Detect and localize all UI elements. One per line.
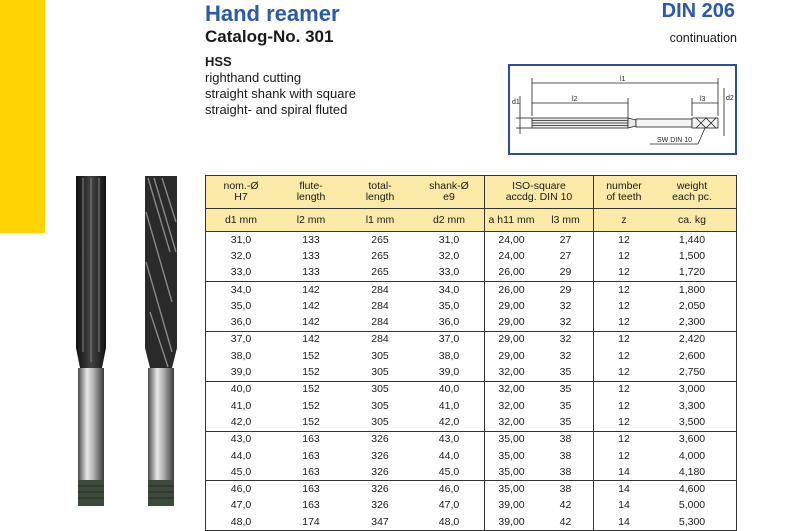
cell-flute-length: 152 bbox=[302, 415, 320, 428]
table-row bbox=[206, 348, 736, 364]
cell-nominal-diameter: 48,0 bbox=[230, 515, 252, 528]
cell-nominal-diameter: 37,0 bbox=[230, 333, 252, 346]
cell-nominal-diameter: 35,0 bbox=[230, 299, 252, 312]
cell-square-length: 38 bbox=[538, 448, 594, 464]
cell-shank-diameter: 39,0 bbox=[438, 366, 460, 379]
cell-nominal-diameter: 40,0 bbox=[230, 383, 252, 396]
din-standard: DIN 206 bbox=[661, 0, 735, 22]
cell-nominal-diameter: 39,0 bbox=[230, 366, 252, 379]
cell-square-length: 29 bbox=[538, 282, 594, 298]
continuation-label: continuation bbox=[669, 31, 737, 45]
unit-l2: l2 mm bbox=[296, 213, 326, 226]
cell-weight: 4,600 bbox=[678, 483, 706, 496]
feature-line: straight- and spiral fluted bbox=[205, 102, 348, 117]
cell-teeth: 12 bbox=[618, 249, 630, 262]
header-nominal-diameter: nom.-Ø H7 bbox=[223, 180, 259, 203]
table-header-row bbox=[206, 176, 736, 209]
cell-teeth: 12 bbox=[618, 449, 630, 462]
specifications-table bbox=[205, 175, 737, 531]
table-row bbox=[206, 265, 736, 281]
cell-flute-length: 142 bbox=[302, 333, 320, 346]
table-row-group bbox=[206, 332, 736, 382]
technical-drawing bbox=[508, 64, 737, 155]
table-row bbox=[206, 298, 736, 314]
table-row bbox=[206, 332, 736, 348]
cell-square-size: 39,00 bbox=[484, 498, 538, 514]
catalog-number: Catalog-No. 301 bbox=[205, 27, 334, 46]
unit-d2: d2 mm bbox=[432, 213, 466, 226]
table-body bbox=[206, 232, 736, 530]
cell-teeth: 12 bbox=[618, 433, 630, 446]
table-row bbox=[206, 382, 736, 398]
cell-flute-length: 142 bbox=[302, 316, 320, 329]
product-title: Hand reamer bbox=[205, 1, 340, 26]
table-row bbox=[206, 514, 736, 530]
cell-nominal-diameter: 38,0 bbox=[230, 349, 252, 362]
cell-weight: 3,000 bbox=[678, 383, 706, 396]
table-row-group bbox=[206, 481, 736, 530]
cell-flute-length: 163 bbox=[302, 449, 320, 462]
cell-weight: 5,300 bbox=[678, 515, 706, 528]
cell-teeth: 12 bbox=[618, 333, 630, 346]
straight-fluted-reamer-image bbox=[70, 172, 112, 510]
table-row bbox=[206, 448, 736, 464]
cell-square-length: 38 bbox=[538, 464, 594, 480]
cell-total-length: 326 bbox=[371, 483, 389, 496]
cell-square-length: 42 bbox=[538, 498, 594, 514]
table-row bbox=[206, 498, 736, 514]
cell-nominal-diameter: 42,0 bbox=[230, 415, 252, 428]
cell-nominal-diameter: 33,0 bbox=[230, 266, 252, 279]
cell-flute-length: 142 bbox=[302, 299, 320, 312]
header-flute-length: flute- length bbox=[296, 180, 326, 203]
cell-flute-length: 163 bbox=[302, 499, 320, 512]
cell-teeth: 12 bbox=[618, 233, 630, 246]
cell-flute-length: 152 bbox=[302, 383, 320, 396]
cell-weight: 5,000 bbox=[678, 499, 706, 512]
cell-flute-length: 133 bbox=[302, 249, 320, 262]
table-row bbox=[206, 282, 736, 298]
cell-nominal-diameter: 34,0 bbox=[230, 283, 252, 296]
cell-weight: 2,300 bbox=[678, 316, 706, 329]
cell-weight: 2,050 bbox=[678, 299, 706, 312]
cell-weight: 2,600 bbox=[678, 349, 706, 362]
cell-square-length: 38 bbox=[538, 432, 594, 448]
spiral-fluted-reamer-image bbox=[140, 172, 182, 510]
label-sw: SW DIN 10 bbox=[657, 137, 693, 144]
cell-total-length: 265 bbox=[371, 249, 389, 262]
cell-total-length: 326 bbox=[371, 433, 389, 446]
reamer-drawing-svg bbox=[510, 66, 735, 153]
table-row bbox=[206, 432, 736, 448]
cell-shank-diameter: 32,0 bbox=[438, 249, 460, 262]
cell-flute-length: 133 bbox=[302, 266, 320, 279]
cell-total-length: 326 bbox=[371, 499, 389, 512]
unit-z: z bbox=[621, 213, 627, 226]
cell-total-length: 305 bbox=[371, 349, 389, 362]
cell-square-length: 42 bbox=[538, 514, 594, 530]
cell-square-length: 38 bbox=[538, 481, 594, 497]
cell-weight: 4,000 bbox=[678, 449, 706, 462]
cell-total-length: 265 bbox=[371, 266, 389, 279]
cell-square-size: 29,00 bbox=[484, 298, 538, 314]
feature-line: righthand cutting bbox=[205, 70, 302, 85]
cell-shank-diameter: 41,0 bbox=[438, 399, 460, 412]
cell-weight: 3,600 bbox=[678, 433, 706, 446]
cell-total-length: 305 bbox=[371, 366, 389, 379]
cell-nominal-diameter: 46,0 bbox=[230, 483, 252, 496]
unit-l1: l1 mm bbox=[365, 213, 395, 226]
cell-weight: 2,420 bbox=[678, 333, 706, 346]
table-row bbox=[206, 248, 736, 264]
cell-teeth: 12 bbox=[618, 316, 630, 329]
cell-square-size: 35,00 bbox=[484, 464, 538, 480]
cell-total-length: 284 bbox=[371, 316, 389, 329]
cell-teeth: 14 bbox=[618, 465, 630, 478]
cell-teeth: 12 bbox=[618, 349, 630, 362]
cell-flute-length: 142 bbox=[302, 283, 320, 296]
cell-square-length: 32 bbox=[538, 348, 594, 364]
cell-total-length: 284 bbox=[371, 333, 389, 346]
header-total-length: total- length bbox=[365, 180, 395, 203]
cell-flute-length: 152 bbox=[302, 349, 320, 362]
cell-total-length: 326 bbox=[371, 465, 389, 478]
cell-shank-diameter: 40,0 bbox=[438, 383, 460, 396]
cell-square-size: 35,00 bbox=[484, 432, 538, 448]
cell-nominal-diameter: 43,0 bbox=[230, 433, 252, 446]
cell-square-size: 29,00 bbox=[484, 332, 538, 348]
cell-shank-diameter: 42,0 bbox=[438, 415, 460, 428]
cell-nominal-diameter: 47,0 bbox=[230, 499, 252, 512]
cell-square-size: 32,00 bbox=[484, 414, 538, 430]
label-d1: d1 bbox=[512, 99, 520, 106]
cell-square-length: 32 bbox=[538, 298, 594, 314]
cell-flute-length: 133 bbox=[302, 233, 320, 246]
cell-shank-diameter: 34,0 bbox=[438, 283, 460, 296]
header-weight: weight each pc. bbox=[672, 180, 712, 203]
cell-square-size: 24,00 bbox=[484, 248, 538, 264]
cell-teeth: 12 bbox=[618, 266, 630, 279]
cell-weight: 1,720 bbox=[678, 266, 706, 279]
cell-square-length: 32 bbox=[538, 332, 594, 348]
unit-d1: d1 mm bbox=[224, 213, 258, 226]
cell-weight: 3,500 bbox=[678, 415, 706, 428]
label-d2: d2 bbox=[726, 95, 734, 102]
cell-flute-length: 152 bbox=[302, 399, 320, 412]
cell-weight: 4,180 bbox=[678, 465, 706, 478]
cell-shank-diameter: 46,0 bbox=[438, 483, 460, 496]
table-row bbox=[206, 464, 736, 480]
label-l2: l2 bbox=[572, 96, 578, 103]
cell-weight: 1,440 bbox=[678, 233, 706, 246]
cell-nominal-diameter: 36,0 bbox=[230, 316, 252, 329]
cell-teeth: 12 bbox=[618, 399, 630, 412]
cell-teeth: 12 bbox=[618, 299, 630, 312]
cell-total-length: 265 bbox=[371, 233, 389, 246]
cell-flute-length: 163 bbox=[302, 483, 320, 496]
cell-nominal-diameter: 44,0 bbox=[230, 449, 252, 462]
cell-square-size: 29,00 bbox=[484, 314, 538, 330]
cell-teeth: 14 bbox=[618, 515, 630, 528]
cell-flute-length: 174 bbox=[302, 515, 320, 528]
cell-shank-diameter: 45,0 bbox=[438, 465, 460, 478]
cell-teeth: 14 bbox=[618, 483, 630, 496]
cell-nominal-diameter: 45,0 bbox=[230, 465, 252, 478]
cell-square-length: 35 bbox=[538, 398, 594, 414]
cell-teeth: 12 bbox=[618, 383, 630, 396]
cell-square-size: 35,00 bbox=[484, 448, 538, 464]
cell-shank-diameter: 47,0 bbox=[438, 499, 460, 512]
cell-square-length: 35 bbox=[538, 414, 594, 430]
cell-shank-diameter: 37,0 bbox=[438, 333, 460, 346]
table-row bbox=[206, 364, 736, 380]
cell-flute-length: 163 bbox=[302, 465, 320, 478]
cell-weight: 3,300 bbox=[678, 399, 706, 412]
cell-weight: 1,800 bbox=[678, 283, 706, 296]
cell-square-length: 27 bbox=[538, 248, 594, 264]
cell-square-size: 32,00 bbox=[484, 364, 538, 380]
table-row bbox=[206, 232, 736, 248]
table-row bbox=[206, 314, 736, 330]
cell-total-length: 347 bbox=[371, 515, 389, 528]
cell-flute-length: 152 bbox=[302, 366, 320, 379]
cell-total-length: 305 bbox=[371, 383, 389, 396]
cell-flute-length: 163 bbox=[302, 433, 320, 446]
material-label: HSS bbox=[205, 54, 232, 69]
table-row bbox=[206, 398, 736, 414]
cell-teeth: 12 bbox=[618, 283, 630, 296]
cell-square-length: 35 bbox=[538, 382, 594, 398]
cell-square-length: 35 bbox=[538, 364, 594, 380]
unit-weight: ca. kg bbox=[677, 213, 706, 226]
header-iso-square: ISO-square accdg. DIN 10 bbox=[484, 176, 594, 208]
table-units-row bbox=[206, 209, 736, 232]
cell-shank-diameter: 48,0 bbox=[438, 515, 460, 528]
cell-total-length: 326 bbox=[371, 449, 389, 462]
cell-shank-diameter: 33,0 bbox=[438, 266, 460, 279]
cell-total-length: 284 bbox=[371, 283, 389, 296]
table-row bbox=[206, 414, 736, 430]
label-l3: l3 bbox=[700, 96, 706, 103]
header-number-of-teeth: number of teeth bbox=[606, 180, 642, 203]
cell-shank-diameter: 35,0 bbox=[438, 299, 460, 312]
table-row-group bbox=[206, 432, 736, 482]
cell-shank-diameter: 43,0 bbox=[438, 433, 460, 446]
cell-nominal-diameter: 31,0 bbox=[230, 233, 252, 246]
cell-square-size: 26,00 bbox=[484, 282, 538, 298]
cell-square-size: 29,00 bbox=[484, 348, 538, 364]
label-l1: l1 bbox=[620, 76, 626, 83]
cell-nominal-diameter: 32,0 bbox=[230, 249, 252, 262]
cell-total-length: 305 bbox=[371, 399, 389, 412]
feature-line: straight shank with square bbox=[205, 86, 357, 101]
cell-shank-diameter: 44,0 bbox=[438, 449, 460, 462]
cell-total-length: 305 bbox=[371, 415, 389, 428]
table-row-group bbox=[206, 282, 736, 332]
cell-shank-diameter: 36,0 bbox=[438, 316, 460, 329]
header-shank-diameter: shank-Ø e9 bbox=[429, 180, 469, 203]
cell-teeth: 12 bbox=[618, 415, 630, 428]
table-row bbox=[206, 481, 736, 497]
cell-total-length: 284 bbox=[371, 299, 389, 312]
cell-square-size: 39,00 bbox=[484, 514, 538, 530]
cell-square-size: 32,00 bbox=[484, 382, 538, 398]
table-row-group bbox=[206, 232, 736, 282]
cell-square-size: 32,00 bbox=[484, 398, 538, 414]
cell-square-length: 27 bbox=[538, 232, 594, 248]
cell-square-size: 26,00 bbox=[484, 265, 538, 281]
cell-square-length: 32 bbox=[538, 314, 594, 330]
yellow-side-bar bbox=[0, 0, 45, 233]
cell-weight: 1,500 bbox=[678, 249, 706, 262]
cell-square-size: 24,00 bbox=[484, 232, 538, 248]
cell-nominal-diameter: 41,0 bbox=[230, 399, 252, 412]
cell-teeth: 12 bbox=[618, 366, 630, 379]
cell-shank-diameter: 31,0 bbox=[438, 233, 460, 246]
unit-a: a h11 mm bbox=[484, 209, 538, 231]
cell-teeth: 14 bbox=[618, 499, 630, 512]
cell-weight: 2,750 bbox=[678, 366, 706, 379]
cell-shank-diameter: 38,0 bbox=[438, 349, 460, 362]
table-row-group bbox=[206, 382, 736, 432]
cell-square-size: 35,00 bbox=[484, 481, 538, 497]
cell-square-length: 29 bbox=[538, 265, 594, 281]
unit-l3: l3 mm bbox=[538, 209, 594, 231]
